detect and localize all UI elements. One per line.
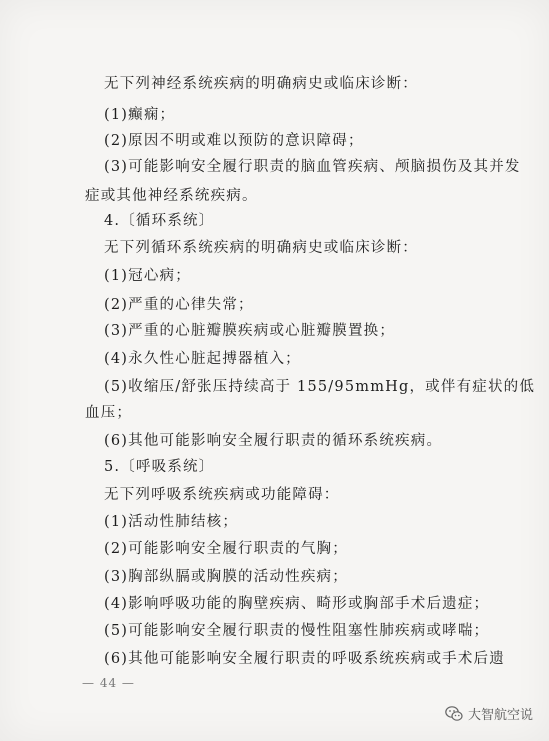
text-line: (4)影响呼吸功能的胸壁疾病、畸形或胸部手术后遗症； — [104, 596, 490, 612]
text-line: (6)其他可能影响安全履行职责的循环系统疾病。 — [104, 433, 443, 449]
text-line: (6)其他可能影响安全履行职责的呼吸系统疾病或手术后遗 — [104, 651, 505, 667]
text-line: (5)收缩压/舒张压持续高于 155/95mmHg，或伴有症状的低 — [104, 379, 536, 395]
text-line: (5)可能影响安全履行职责的慢性阻塞性肺疾病或哮喘； — [104, 623, 490, 639]
text-line: (2)可能影响安全履行职责的气胸； — [104, 541, 348, 557]
text-line: 血压； — [85, 405, 133, 421]
text-line: 无下列循环系统疾病的明确病史或临床诊断： — [104, 240, 418, 256]
text-line: (1)冠心病； — [104, 268, 191, 284]
section-heading: 5.〔呼吸系统〕 — [104, 459, 215, 475]
watermark-text: 大智航空说 — [467, 708, 533, 723]
text-line: (3)胸部纵膈或胸膜的活动性疾病； — [104, 569, 348, 585]
text-line: (3)可能影响安全履行职责的脑血管疾病、颅脑损伤及其并发 — [104, 159, 521, 175]
text-line: (4)永久性心脏起搏器植入； — [104, 351, 301, 367]
text-line: 无下列呼吸系统疾病或功能障碍： — [104, 487, 340, 503]
page-number: — 44 — — [82, 676, 135, 690]
text-line: 无下列神经系统疾病的明确病史或临床诊断： — [104, 76, 418, 92]
text-line: (1)癫痫； — [104, 107, 176, 123]
wechat-icon — [445, 706, 463, 722]
section-heading: 4.〔循环系统〕 — [104, 213, 215, 229]
text-line: (2)原因不明或难以预防的意识障碍； — [104, 133, 364, 149]
watermark — [445, 704, 533, 723]
text-line: (2)严重的心律失常； — [104, 297, 254, 313]
text-line: (1)活动性肺结核； — [104, 514, 239, 530]
text-line: (3)严重的心脏瓣膜疾病或心脏瓣膜置换； — [104, 323, 396, 339]
text-line: 症或其他神经系统疾病。 — [85, 188, 258, 204]
